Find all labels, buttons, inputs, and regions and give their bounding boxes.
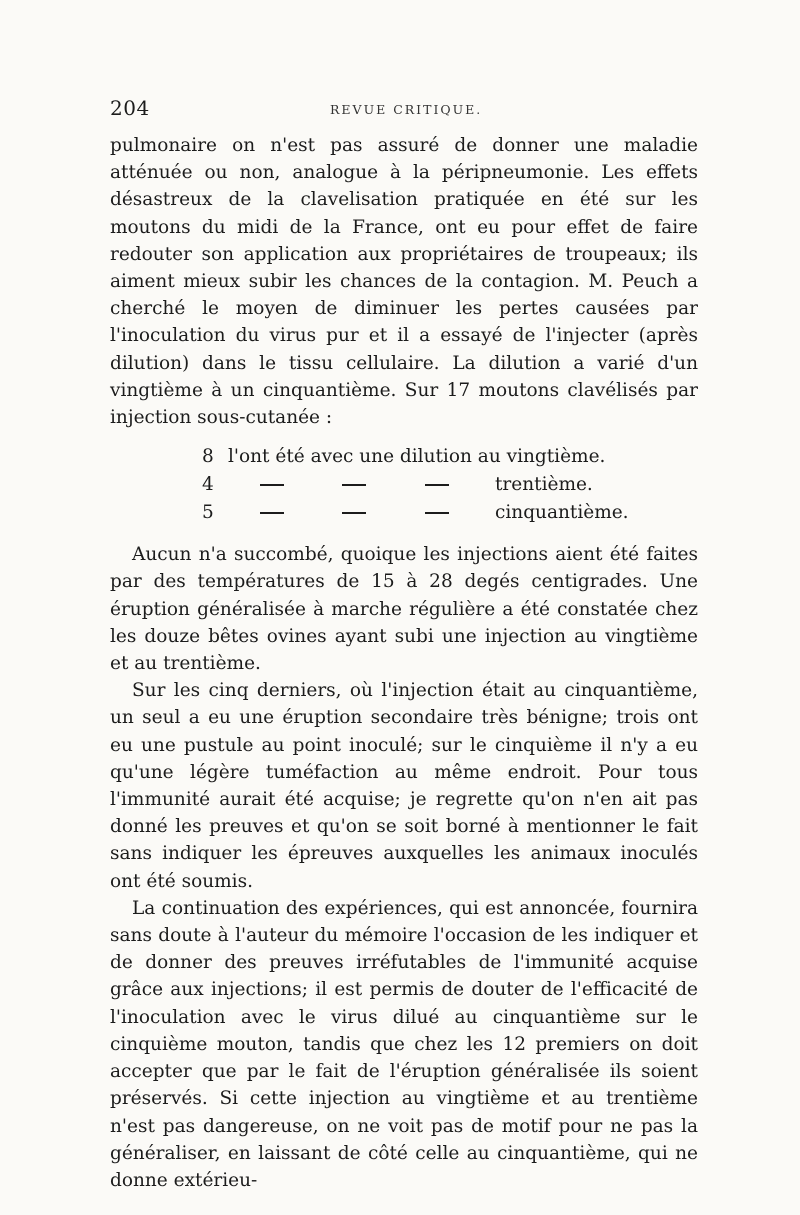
ditto-dash <box>260 471 284 499</box>
paragraph-4: La continuation des expériences, qui est annoncée, fournira sans doute à l'auteur du mémoire l'occasion de les indiquer et de donner des preuves irréfutables de l'immunité acquise grâce aux injections; il est permis de douter de l'efficacité de l'inoculation avec le virus dilué au cinquantième sur le cinquième mouton, tandis que chez les 12 premiers on doit accepter que par le fait de l'éruption généralisée ils soient préservés. Si cette injection au vingtième et au trentième n'est pas dangereuse, on ne voit pas de motif pour ne pas la généraliser, en laissant de côté celle au cinquantième, qui ne donne extérieu- <box>110 897 698 1191</box>
ditto-dash <box>342 499 366 527</box>
row-count: 4 <box>202 474 214 496</box>
row-end-text: cinquantième. <box>495 502 629 524</box>
table-row <box>110 443 698 471</box>
paragraph-2: Aucun n'a succombé, quoique les injections aient été faites par des températures de 15 à 28 degés centigrades. Une éruption généralisée à marche régulière a été constatée chez les douze bêtes ovines ayant subi une injection au vingtième et au trentième. <box>110 544 698 675</box>
ditto-dash <box>425 499 449 527</box>
ditto-dash <box>260 499 284 527</box>
row-end-text: trentième. <box>495 474 593 496</box>
page-header <box>110 96 700 126</box>
running-head: REVUE CRITIQUE. <box>330 102 483 117</box>
table-row <box>110 499 698 527</box>
paragraph-1: pulmonaire on n'est pas assuré de donner une maladie atténuée ou non, analogue à la péripneumonie. Les effets désastreux de la clavelisation pratiquée en été sur les moutons du midi de la France, ont eu pour effet de faire redouter son application aux propriétaires de troupeaux; ils aiment mieux subir les chances de la contagion. M. Peuch a cherché le moyen de diminuer les pertes causées par l'inoculation du virus pur et il a essayé de l'injecter (après dilution) dans le tissu cellulaire. La dilution a varié d'un vingtième à un cinquantième. Sur 17 moutons clavélisés par injection sous-cutanée : <box>110 135 698 429</box>
paragraph-3: Sur les cinq derniers, où l'injection était au cinquantième, un seul a eu une éruption secondaire très bénigne; trois ont eu une pustule au point inoculé; sur le cinquième il n'y a eu qu'une légère tuméfaction au même endroit. Pour tous l'immunité aurait été acquise; je regrette qu'on n'en ait pas donné les preuves et qu'on se soit borné à mentionner le fait sans indiquer les épreuves auxquelles les animaux inoculés ont été soumis. <box>110 680 698 892</box>
row-count: 5 <box>202 502 214 524</box>
row-count: 8 <box>202 446 214 468</box>
table-row <box>110 471 698 499</box>
row-text: l'ont été avec une dilution au vingtième. <box>228 446 606 468</box>
ditto-dash <box>425 471 449 499</box>
page-number: 204 <box>110 96 150 120</box>
dilution-table <box>110 443 698 527</box>
body-text <box>110 132 698 1194</box>
ditto-dash <box>342 471 366 499</box>
